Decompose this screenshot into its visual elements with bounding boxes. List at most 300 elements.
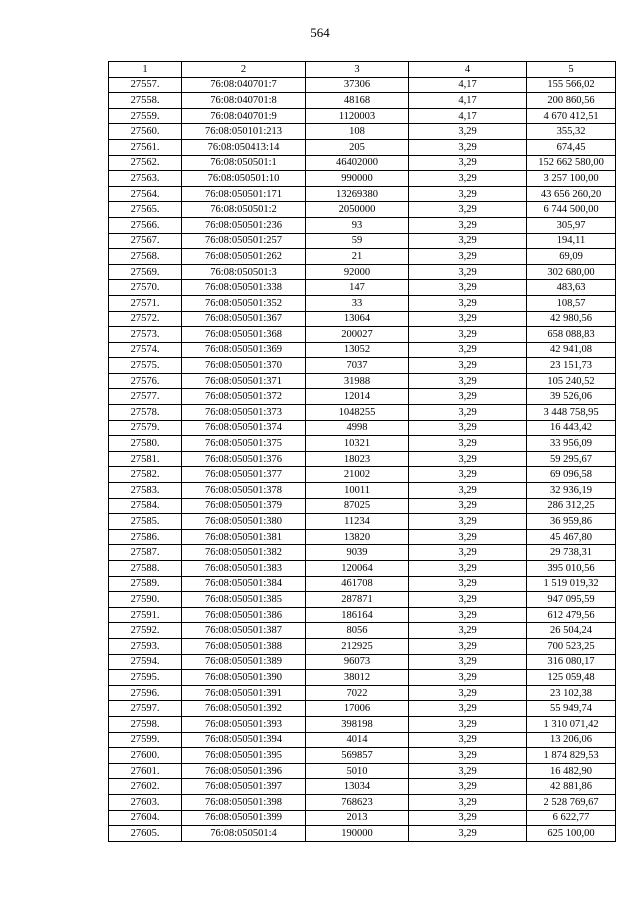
table-cell: 3,29 <box>409 171 527 187</box>
table-cell: 42 941,08 <box>527 342 616 358</box>
table-cell: 76:08:050501:382 <box>182 545 306 561</box>
table-row <box>109 93 616 109</box>
table-cell: 155 566,02 <box>527 77 616 93</box>
table-cell: 3,29 <box>409 405 527 421</box>
table-cell: 11234 <box>306 514 409 530</box>
table-row <box>109 638 616 654</box>
table-row <box>109 763 616 779</box>
table-row <box>109 358 616 374</box>
table-cell: 27574. <box>109 342 182 358</box>
table-cell: 1 874 829,53 <box>527 748 616 764</box>
table-cell: 4014 <box>306 732 409 748</box>
table-row <box>109 826 616 842</box>
table-cell: 33 956,09 <box>527 436 616 452</box>
table-row <box>109 389 616 405</box>
table-cell: 76:08:050501:4 <box>182 826 306 842</box>
table-cell: 27592. <box>109 623 182 639</box>
table-cell: 27596. <box>109 685 182 701</box>
table-cell: 27597. <box>109 701 182 717</box>
table-cell: 947 095,59 <box>527 592 616 608</box>
table-cell: 3,29 <box>409 576 527 592</box>
table-cell: 205 <box>306 139 409 155</box>
table-cell: 76:08:050501:10 <box>182 171 306 187</box>
table-cell: 27576. <box>109 373 182 389</box>
table-cell: 76:08:050501:394 <box>182 732 306 748</box>
table-cell: 38012 <box>306 670 409 686</box>
table-cell: 700 523,25 <box>527 638 616 654</box>
table-cell: 461708 <box>306 576 409 592</box>
table-cell: 4 670 412,51 <box>527 108 616 124</box>
table-cell: 4998 <box>306 420 409 436</box>
table-cell: 27595. <box>109 670 182 686</box>
table-cell: 3,29 <box>409 295 527 311</box>
table-cell: 395 010,56 <box>527 561 616 577</box>
table-cell: 27570. <box>109 280 182 296</box>
column-header: 1 <box>109 62 182 78</box>
table-cell: 3,29 <box>409 561 527 577</box>
table-cell: 33 <box>306 295 409 311</box>
table-cell: 612 479,56 <box>527 607 616 623</box>
table-cell: 76:08:050501:383 <box>182 561 306 577</box>
table-cell: 26 504,24 <box>527 623 616 639</box>
table-cell: 76:08:050501:389 <box>182 654 306 670</box>
table-cell: 27561. <box>109 139 182 155</box>
table-cell: 3,29 <box>409 654 527 670</box>
table-cell: 3,29 <box>409 483 527 499</box>
table-cell: 120064 <box>306 561 409 577</box>
table-cell: 3,29 <box>409 514 527 530</box>
table-cell: 3,29 <box>409 389 527 405</box>
table-cell: 27586. <box>109 529 182 545</box>
table-cell: 13064 <box>306 311 409 327</box>
table-cell: 3,29 <box>409 498 527 514</box>
table-cell: 36 959,86 <box>527 514 616 530</box>
table-cell: 3,29 <box>409 810 527 826</box>
table-cell: 76:08:050501:376 <box>182 451 306 467</box>
table-cell: 27579. <box>109 420 182 436</box>
table-cell: 3,29 <box>409 779 527 795</box>
table-row <box>109 295 616 311</box>
table-cell: 3,29 <box>409 716 527 732</box>
column-header: 2 <box>182 62 306 78</box>
table-cell: 17006 <box>306 701 409 717</box>
table-row <box>109 467 616 483</box>
table-cell: 4,17 <box>409 108 527 124</box>
table-cell: 27575. <box>109 358 182 374</box>
table-cell: 27590. <box>109 592 182 608</box>
table-cell: 55 949,74 <box>527 701 616 717</box>
table-cell: 10011 <box>306 483 409 499</box>
table-cell: 93 <box>306 217 409 233</box>
table-cell: 7022 <box>306 685 409 701</box>
table-cell: 23 151,73 <box>527 358 616 374</box>
table-cell: 1048255 <box>306 405 409 421</box>
table-cell: 76:08:050501:369 <box>182 342 306 358</box>
column-header: 3 <box>306 62 409 78</box>
table-cell: 29 738,31 <box>527 545 616 561</box>
table-cell: 76:08:050501:352 <box>182 295 306 311</box>
table-cell: 3,29 <box>409 186 527 202</box>
table-cell: 316 080,17 <box>527 654 616 670</box>
table-cell: 21002 <box>306 467 409 483</box>
table-cell: 76:08:050501:385 <box>182 592 306 608</box>
table-row <box>109 342 616 358</box>
table-row <box>109 264 616 280</box>
table-row <box>109 732 616 748</box>
table-cell: 27573. <box>109 327 182 343</box>
table-cell: 3,29 <box>409 623 527 639</box>
table-cell: 212925 <box>306 638 409 654</box>
table-cell: 76:08:050501:393 <box>182 716 306 732</box>
table-row <box>109 545 616 561</box>
table-cell: 76:08:050501:390 <box>182 670 306 686</box>
table-cell: 87025 <box>306 498 409 514</box>
table-cell: 13034 <box>306 779 409 795</box>
table-cell: 8056 <box>306 623 409 639</box>
table-cell: 108 <box>306 124 409 140</box>
table-cell: 16 482,90 <box>527 763 616 779</box>
table-row <box>109 405 616 421</box>
table-cell: 27563. <box>109 171 182 187</box>
table-cell: 569857 <box>306 748 409 764</box>
table-cell: 200027 <box>306 327 409 343</box>
table-row <box>109 327 616 343</box>
table-cell: 27603. <box>109 794 182 810</box>
table-cell: 3,29 <box>409 701 527 717</box>
table-cell: 108,57 <box>527 295 616 311</box>
table-cell: 21 <box>306 249 409 265</box>
table-cell: 27567. <box>109 233 182 249</box>
table-cell: 76:08:050501:395 <box>182 748 306 764</box>
table-cell: 4,17 <box>409 93 527 109</box>
table-cell: 48168 <box>306 93 409 109</box>
table-header-row <box>109 62 616 78</box>
table-row <box>109 171 616 187</box>
table-cell: 16 443,42 <box>527 420 616 436</box>
table-row <box>109 108 616 124</box>
table-cell: 6 622,77 <box>527 810 616 826</box>
table-cell: 3,29 <box>409 545 527 561</box>
table-cell: 27602. <box>109 779 182 795</box>
table-cell: 76:08:050501:392 <box>182 701 306 717</box>
table-cell: 3,29 <box>409 826 527 842</box>
table-row <box>109 436 616 452</box>
table-row <box>109 529 616 545</box>
table-cell: 13820 <box>306 529 409 545</box>
table-cell: 27559. <box>109 108 182 124</box>
table-cell: 59 295,67 <box>527 451 616 467</box>
table-cell: 76:08:050501:257 <box>182 233 306 249</box>
table-cell: 27572. <box>109 311 182 327</box>
table-cell: 2 528 769,67 <box>527 794 616 810</box>
table-cell: 13 206,06 <box>527 732 616 748</box>
table-cell: 76:08:050501:375 <box>182 436 306 452</box>
table-cell: 76:08:050501:378 <box>182 483 306 499</box>
table-cell: 27601. <box>109 763 182 779</box>
table-cell: 125 059,48 <box>527 670 616 686</box>
table-cell: 3,29 <box>409 592 527 608</box>
table-cell: 7037 <box>306 358 409 374</box>
table-cell: 3,29 <box>409 467 527 483</box>
table-row <box>109 498 616 514</box>
table-cell: 76:08:050501:338 <box>182 280 306 296</box>
table-cell: 305,97 <box>527 217 616 233</box>
table-cell: 5010 <box>306 763 409 779</box>
table-cell: 27600. <box>109 748 182 764</box>
table-row <box>109 77 616 93</box>
table-cell: 76:08:050501:397 <box>182 779 306 795</box>
table-cell: 4,17 <box>409 77 527 93</box>
table-cell: 27569. <box>109 264 182 280</box>
table-cell: 3,29 <box>409 264 527 280</box>
table-cell: 31988 <box>306 373 409 389</box>
table-cell: 76:08:050501:396 <box>182 763 306 779</box>
table-cell: 76:08:040701:8 <box>182 93 306 109</box>
table-cell: 27582. <box>109 467 182 483</box>
table-cell: 990000 <box>306 171 409 187</box>
table-cell: 3,29 <box>409 124 527 140</box>
table-cell: 37306 <box>306 77 409 93</box>
table-cell: 27560. <box>109 124 182 140</box>
table-cell: 200 860,56 <box>527 93 616 109</box>
table-cell: 674,45 <box>527 139 616 155</box>
table-cell: 3,29 <box>409 670 527 686</box>
table-cell: 42 881,86 <box>527 779 616 795</box>
table-row <box>109 311 616 327</box>
table-cell: 46402000 <box>306 155 409 171</box>
table-cell: 27557. <box>109 77 182 93</box>
table-cell: 3,29 <box>409 311 527 327</box>
table-cell: 39 526,06 <box>527 389 616 405</box>
table-cell: 286 312,25 <box>527 498 616 514</box>
page-number: 564 <box>310 25 330 40</box>
table-cell: 10321 <box>306 436 409 452</box>
table-cell: 105 240,52 <box>527 373 616 389</box>
table-cell: 43 656 260,20 <box>527 186 616 202</box>
table-cell: 9039 <box>306 545 409 561</box>
table-cell: 27581. <box>109 451 182 467</box>
table-cell: 76:08:050501:368 <box>182 327 306 343</box>
table-cell: 27562. <box>109 155 182 171</box>
table-cell: 3,29 <box>409 217 527 233</box>
table-cell: 658 088,83 <box>527 327 616 343</box>
table-cell: 27578. <box>109 405 182 421</box>
table-cell: 27599. <box>109 732 182 748</box>
table-cell: 3,29 <box>409 327 527 343</box>
table-row <box>109 451 616 467</box>
table-cell: 1 310 071,42 <box>527 716 616 732</box>
table-row <box>109 701 616 717</box>
table-cell: 398198 <box>306 716 409 732</box>
table-cell: 76:08:050501:380 <box>182 514 306 530</box>
table-row <box>109 716 616 732</box>
table-cell: 13269380 <box>306 186 409 202</box>
table-row <box>109 280 616 296</box>
table-cell: 3,29 <box>409 233 527 249</box>
table-cell: 27588. <box>109 561 182 577</box>
table-cell: 76:08:050501:2 <box>182 202 306 218</box>
table-cell: 27558. <box>109 93 182 109</box>
table-cell: 76:08:050501:399 <box>182 810 306 826</box>
table-cell: 27605. <box>109 826 182 842</box>
table-cell: 302 680,00 <box>527 264 616 280</box>
table-cell: 3,29 <box>409 358 527 374</box>
table-cell: 76:08:050501:391 <box>182 685 306 701</box>
table-cell: 3 257 100,00 <box>527 171 616 187</box>
table-row <box>109 810 616 826</box>
table-row <box>109 623 616 639</box>
table-cell: 287871 <box>306 592 409 608</box>
table-cell: 3,29 <box>409 436 527 452</box>
table-body <box>109 62 616 842</box>
table-cell: 3,29 <box>409 155 527 171</box>
table-row <box>109 233 616 249</box>
table-cell: 3 448 758,95 <box>527 405 616 421</box>
table-cell: 76:08:050501:262 <box>182 249 306 265</box>
table-cell: 76:08:040701:7 <box>182 77 306 93</box>
table-cell: 3,29 <box>409 748 527 764</box>
table-cell: 76:08:050501:384 <box>182 576 306 592</box>
table-cell: 76:08:050501:367 <box>182 311 306 327</box>
table-cell: 190000 <box>306 826 409 842</box>
table-cell: 6 744 500,00 <box>527 202 616 218</box>
table-cell: 27583. <box>109 483 182 499</box>
table-cell: 18023 <box>306 451 409 467</box>
table-cell: 27587. <box>109 545 182 561</box>
table-cell: 1120003 <box>306 108 409 124</box>
table-row <box>109 202 616 218</box>
table-cell: 625 100,00 <box>527 826 616 842</box>
table-cell: 27593. <box>109 638 182 654</box>
table-cell: 76:08:050501:388 <box>182 638 306 654</box>
table-cell: 76:08:040701:9 <box>182 108 306 124</box>
table-cell: 76:08:050501:1 <box>182 155 306 171</box>
table-row <box>109 779 616 795</box>
table-cell: 27584. <box>109 498 182 514</box>
table-cell: 76:08:050501:379 <box>182 498 306 514</box>
table-cell: 12014 <box>306 389 409 405</box>
table-cell: 27580. <box>109 436 182 452</box>
table-row <box>109 373 616 389</box>
table-cell: 768623 <box>306 794 409 810</box>
column-header: 5 <box>527 62 616 78</box>
table-cell: 27571. <box>109 295 182 311</box>
table-cell: 3,29 <box>409 529 527 545</box>
table-row <box>109 670 616 686</box>
table-cell: 2013 <box>306 810 409 826</box>
table-cell: 27598. <box>109 716 182 732</box>
table-cell: 3,29 <box>409 342 527 358</box>
table-cell: 69 096,58 <box>527 467 616 483</box>
table-cell: 152 662 580,00 <box>527 155 616 171</box>
table-cell: 76:08:050501:381 <box>182 529 306 545</box>
table-cell: 2050000 <box>306 202 409 218</box>
table-cell: 76:08:050501:371 <box>182 373 306 389</box>
table-cell: 23 102,38 <box>527 685 616 701</box>
table-cell: 3,29 <box>409 249 527 265</box>
table-cell: 27604. <box>109 810 182 826</box>
table-cell: 92000 <box>306 264 409 280</box>
table-cell: 3,29 <box>409 763 527 779</box>
table-cell: 27589. <box>109 576 182 592</box>
table-cell: 3,29 <box>409 451 527 467</box>
table-cell: 76:08:050101:213 <box>182 124 306 140</box>
table-row <box>109 685 616 701</box>
table-row <box>109 794 616 810</box>
table-row <box>109 654 616 670</box>
table-cell: 69,09 <box>527 249 616 265</box>
table-cell: 27594. <box>109 654 182 670</box>
table-cell: 483,63 <box>527 280 616 296</box>
table-cell: 32 936,19 <box>527 483 616 499</box>
table-cell: 3,29 <box>409 139 527 155</box>
table-row <box>109 514 616 530</box>
table-cell: 3,29 <box>409 607 527 623</box>
data-table <box>108 61 616 842</box>
table-cell: 355,32 <box>527 124 616 140</box>
table-row <box>109 186 616 202</box>
table-cell: 27585. <box>109 514 182 530</box>
table-cell: 3,29 <box>409 732 527 748</box>
table-row <box>109 607 616 623</box>
table-cell: 1 519 019,32 <box>527 576 616 592</box>
table-cell: 76:08:050501:236 <box>182 217 306 233</box>
table-row <box>109 483 616 499</box>
table-cell: 76:08:050501:387 <box>182 623 306 639</box>
table-cell: 13052 <box>306 342 409 358</box>
table-cell: 76:08:050413:14 <box>182 139 306 155</box>
table-cell: 96073 <box>306 654 409 670</box>
table-cell: 27566. <box>109 217 182 233</box>
table-row <box>109 124 616 140</box>
table-row <box>109 155 616 171</box>
column-header: 4 <box>409 62 527 78</box>
table-cell: 76:08:050501:373 <box>182 405 306 421</box>
table-cell: 76:08:050501:386 <box>182 607 306 623</box>
table-cell: 76:08:050501:374 <box>182 420 306 436</box>
table-cell: 76:08:050501:372 <box>182 389 306 405</box>
table-cell: 27564. <box>109 186 182 202</box>
table-row <box>109 420 616 436</box>
table-row <box>109 576 616 592</box>
table-cell: 3,29 <box>409 685 527 701</box>
table-cell: 3,29 <box>409 420 527 436</box>
table-cell: 76:08:050501:171 <box>182 186 306 202</box>
table-cell: 76:08:050501:398 <box>182 794 306 810</box>
table-cell: 147 <box>306 280 409 296</box>
table-cell: 27565. <box>109 202 182 218</box>
table-row <box>109 561 616 577</box>
table-cell: 45 467,80 <box>527 529 616 545</box>
table-cell: 27577. <box>109 389 182 405</box>
table-cell: 76:08:050501:377 <box>182 467 306 483</box>
table-cell: 3,29 <box>409 794 527 810</box>
table-row <box>109 217 616 233</box>
table-cell: 27591. <box>109 607 182 623</box>
table-cell: 27568. <box>109 249 182 265</box>
table-row <box>109 592 616 608</box>
table-cell: 42 980,56 <box>527 311 616 327</box>
table-cell: 3,29 <box>409 638 527 654</box>
table-cell: 76:08:050501:3 <box>182 264 306 280</box>
table-cell: 186164 <box>306 607 409 623</box>
table-cell: 3,29 <box>409 202 527 218</box>
table-row <box>109 748 616 764</box>
table-row <box>109 139 616 155</box>
table-cell: 59 <box>306 233 409 249</box>
table-cell: 3,29 <box>409 373 527 389</box>
table-cell: 194,11 <box>527 233 616 249</box>
